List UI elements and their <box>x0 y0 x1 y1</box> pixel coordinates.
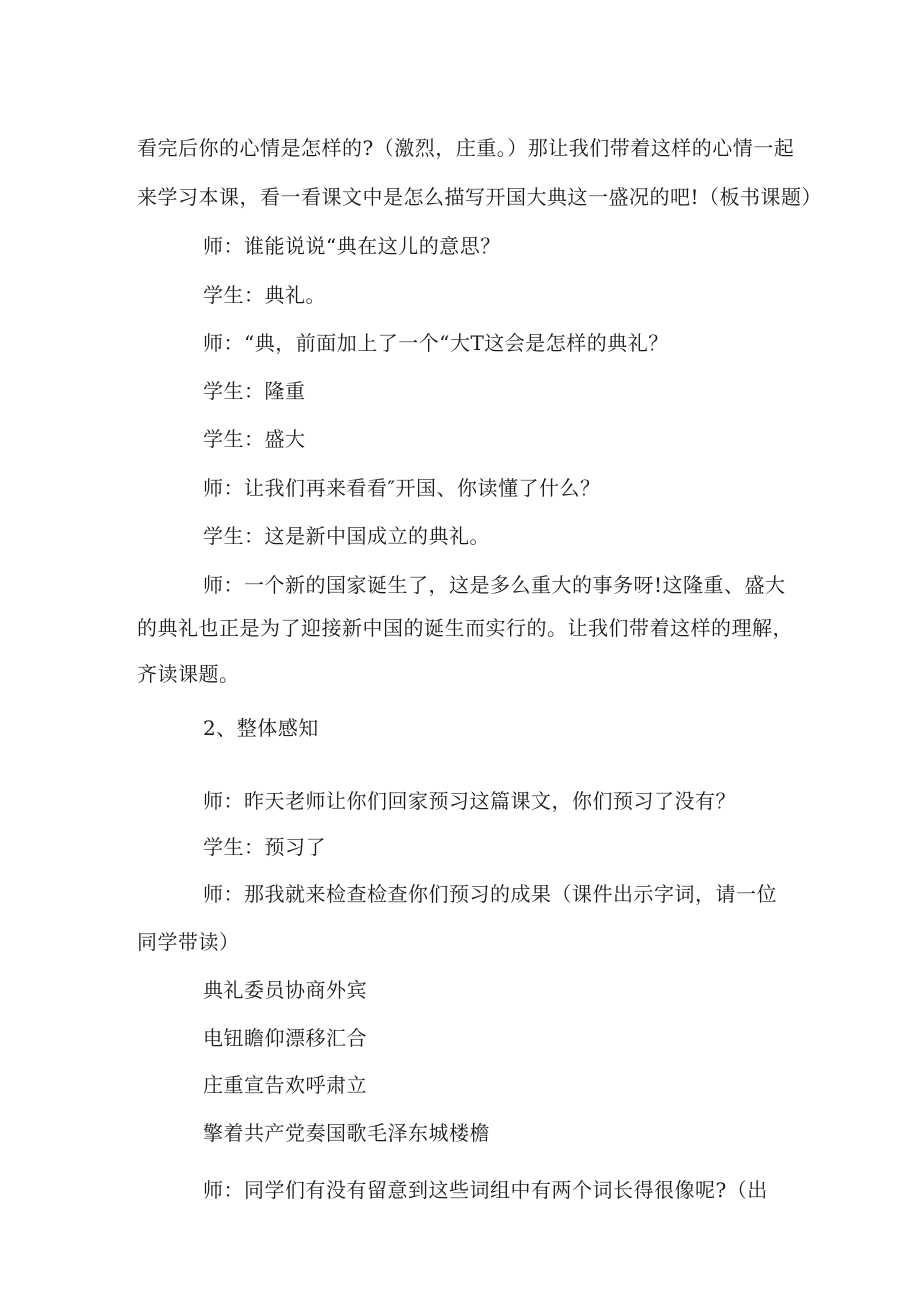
text-line: 来学习本课，看一看课文中是怎么描写开国大典这一盛况的吧!（板书课题） <box>137 185 823 209</box>
text-line: 师：同学们有没有留意到这些词组中有两个词长得很像呢?（出 <box>203 1178 768 1202</box>
text-line: 齐读课题。 <box>137 662 240 686</box>
text-line: 学生：这是新中国成立的典礼。 <box>203 524 490 548</box>
text-line: 师：让我们再来看看″开国、你读懂了什么？ <box>203 476 601 500</box>
word-list-row: 典礼委员协商外宾 <box>203 978 367 1002</box>
word-list-row: 庄重宣告欢呼肃立 <box>203 1073 367 1097</box>
text-line: 学生：盛大 <box>203 427 306 451</box>
text-line: 师：一个新的国家诞生了，这是多么重大的事务呀!这隆重、盛大 <box>203 573 786 597</box>
text-line: 师：谁能说说“典在这儿的意思？ <box>203 234 501 258</box>
text-line: 师：那我就来检查检查你们预习的成果（课件出示字词，请一位 <box>203 882 777 906</box>
text-line: 学生：典礼。 <box>203 283 326 307</box>
text-line: 学生：隆重 <box>203 379 306 403</box>
text-line: 师：“典，前面加上了一个“大T这会是怎样的典礼？ <box>203 331 669 355</box>
text-line: 看完后你的心情是怎样的?（激烈，庄重。）那让我们带着这样的心情一起 <box>137 136 795 160</box>
text-line: 的典礼也正是为了迎接新中国的诞生而实行的。让我们带着这样的理解， <box>137 616 793 640</box>
text-line: 师：昨天老师让你们回家预习这篇课文，你们预习了没有？ <box>203 789 736 813</box>
text-line: 同学带读） <box>137 930 240 954</box>
section-heading: 2、整体感知 <box>203 716 319 740</box>
word-list-row: 擎着共产党奏国歌毛泽东城楼檐 <box>203 1121 490 1145</box>
text-line: 学生：预习了 <box>203 835 326 859</box>
word-list-row: 电钮瞻仰漂移汇合 <box>203 1026 367 1050</box>
